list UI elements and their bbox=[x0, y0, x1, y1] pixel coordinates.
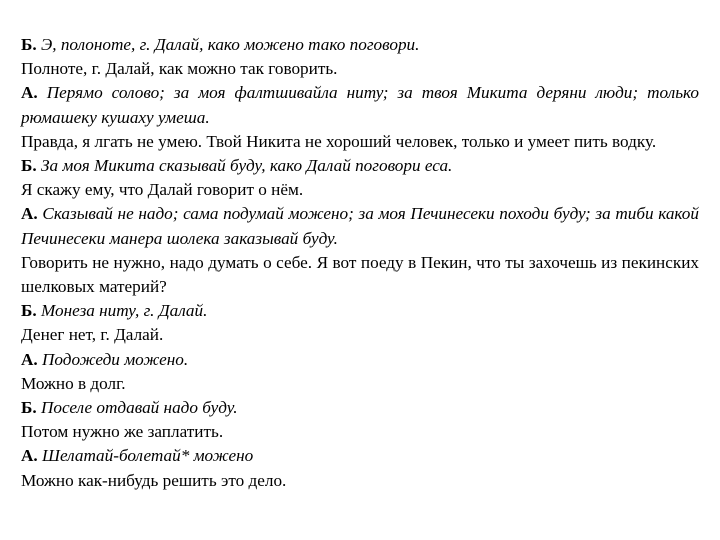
original-text: Подожеди можено. bbox=[42, 349, 189, 369]
original-line bbox=[21, 154, 699, 178]
speaker-label: А. bbox=[21, 83, 38, 103]
original-text: Шелатай-болетай* можено bbox=[42, 446, 254, 466]
original-text: Перямо солово; за моя фалтшивайла ниту; за твоя Микита деряни люди; только рюмашеку кушаху умеша. bbox=[21, 83, 699, 127]
original-line bbox=[21, 348, 699, 372]
translation-line: Можно в долг. bbox=[21, 373, 126, 393]
translation-line: Полноте, г. Далай, как можно так говорить. bbox=[21, 59, 338, 79]
speaker-label: Б. bbox=[21, 301, 37, 321]
original-text: Поселе отдавай надо буду. bbox=[40, 398, 238, 418]
speaker-label: А. bbox=[21, 204, 38, 224]
translation-line: Денег нет, г. Далай. bbox=[21, 325, 164, 345]
speaker-label: Б. bbox=[21, 156, 37, 176]
original-line bbox=[21, 81, 699, 129]
translation-line: Можно как-нибудь решить это дело. bbox=[21, 470, 287, 490]
speaker-label: А. bbox=[21, 446, 38, 466]
translation-line: Говорить не нужно, надо думать о себе. Я вот поеду в Пекин, что ты захочешь из пекинских шелковых материй? bbox=[21, 252, 699, 297]
original-line bbox=[21, 33, 699, 57]
original-text: Монеза ниту, г. Далай. bbox=[40, 301, 208, 321]
speaker-label: Б. bbox=[21, 35, 37, 54]
translation-line: Я скажу ему, что Далай говорит о нём. bbox=[21, 180, 304, 200]
original-text: Сказывай не надо; сама подумай можено; за моя Печинесеки походи буду; за тиби какой Печинесеки манера шолека заказывай буду. bbox=[21, 204, 699, 248]
original-text: За моя Микита сказывай буду, како Далай поговори еса. bbox=[40, 156, 453, 176]
original-line bbox=[21, 444, 699, 468]
original-line bbox=[21, 396, 699, 420]
speaker-label: Б. bbox=[21, 398, 37, 418]
dialogue-document bbox=[21, 33, 699, 493]
original-line bbox=[21, 299, 699, 323]
original-line bbox=[21, 202, 699, 250]
original-text: Э, полоноте, г. Далай, како можено тако поговори. bbox=[40, 35, 420, 54]
speaker-label: А. bbox=[21, 349, 38, 369]
translation-line: Потом нужно же заплатить. bbox=[21, 422, 224, 442]
translation-line: Правда, я лгать не умею. Твой Никита не хороший человек, только и умеет пить водку. bbox=[21, 131, 657, 151]
